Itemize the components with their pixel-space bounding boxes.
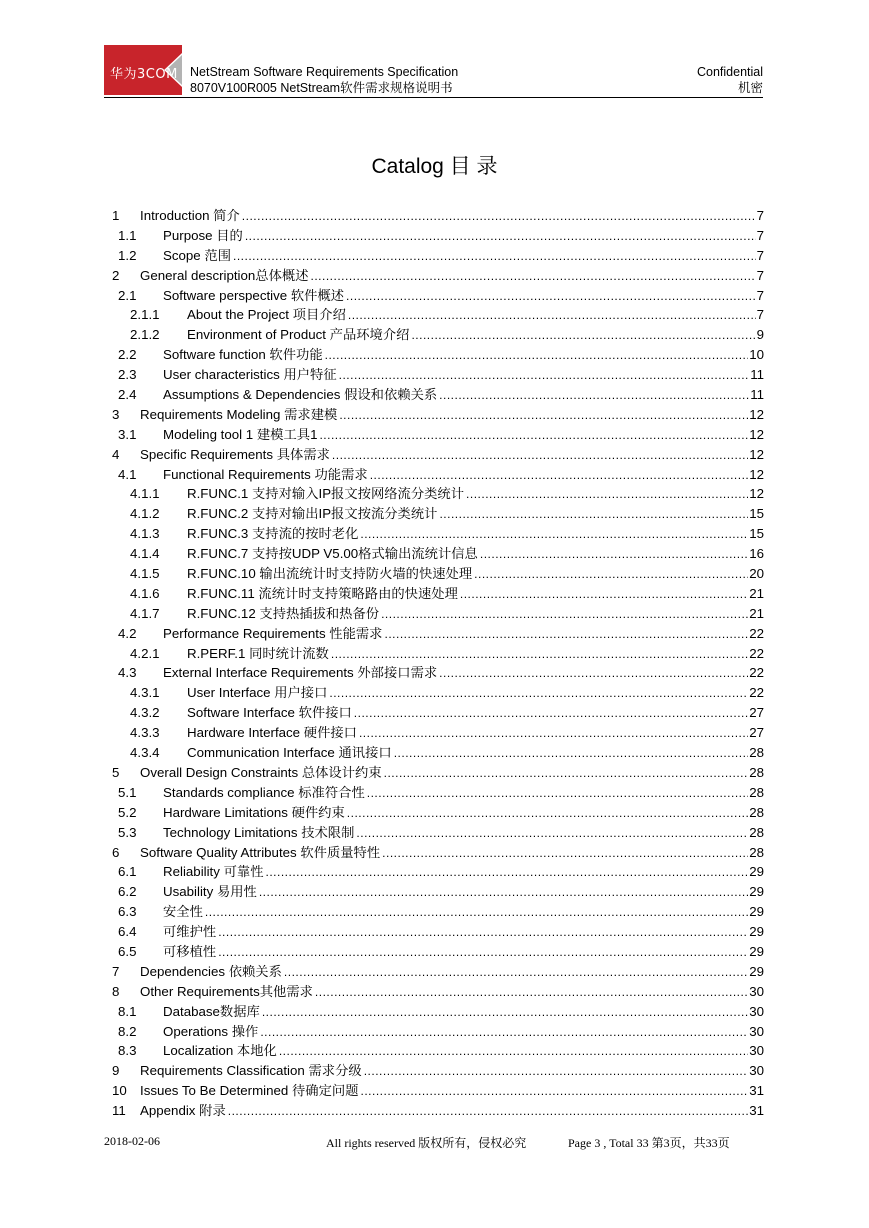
toc-entry-number: 9 — [112, 1063, 120, 1079]
toc-entry-page: 12 — [749, 446, 764, 462]
toc-entry[interactable] — [110, 603, 764, 623]
toc-entry-number: 3.1 — [118, 426, 137, 442]
toc-leader-dots — [360, 527, 748, 541]
toc-leader-dots — [245, 229, 756, 243]
toc-entry-page: 7 — [756, 247, 764, 263]
toc-entry[interactable] — [110, 901, 764, 921]
toc-entry[interactable] — [110, 782, 764, 802]
toc-leader-dots — [356, 826, 748, 840]
toc-entry-title: Appendix 附录 — [140, 1103, 226, 1119]
toc-entry[interactable] — [110, 822, 764, 842]
toc-entry-page: 29 — [749, 864, 764, 880]
toc-entry-title: Database数据库 — [163, 1003, 260, 1019]
toc-leader-dots — [331, 647, 748, 661]
toc-entry-page: 30 — [749, 983, 764, 999]
toc-leader-dots — [319, 428, 748, 442]
toc-entry-page: 28 — [749, 804, 764, 820]
toc-leader-dots — [460, 587, 748, 601]
toc-entry-title: External Interface Requirements 外部接口需求 — [163, 665, 438, 681]
toc-entry[interactable] — [110, 961, 764, 981]
toc-entry-number: 4.3.3 — [130, 725, 160, 741]
toc-entry-page: 29 — [749, 884, 764, 900]
toc-entry-title: Operations 操作 — [163, 1023, 259, 1039]
toc-entry-number: 4 — [112, 446, 120, 462]
table-of-contents — [110, 205, 764, 1120]
toc-entry-title: Modeling tool 1 建模工具1 — [163, 426, 318, 442]
toc-leader-dots — [259, 885, 748, 899]
toc-entry-page: 22 — [749, 645, 764, 661]
toc-leader-dots — [311, 269, 756, 283]
toc-entry-number: 6.4 — [118, 924, 137, 940]
toc-entry[interactable] — [110, 921, 764, 941]
toc-entry[interactable] — [110, 344, 764, 364]
toc-entry-page: 11 — [750, 367, 764, 383]
toc-leader-dots — [361, 1084, 749, 1098]
toc-entry-number: 2.4 — [118, 387, 137, 403]
toc-entry-title: Software Interface 软件接口 — [187, 705, 352, 721]
toc-leader-dots — [325, 348, 749, 362]
toc-entry-title: Specific Requirements 具体需求 — [140, 446, 330, 462]
toc-entry-page: 12 — [749, 426, 764, 442]
toc-entry[interactable] — [110, 444, 764, 464]
toc-leader-dots — [242, 209, 756, 223]
toc-entry-number: 2.1.2 — [130, 327, 160, 343]
toc-entry-number: 6.3 — [118, 904, 137, 920]
toc-entry-page: 11 — [750, 387, 764, 403]
toc-leader-dots — [279, 1044, 748, 1058]
toc-entry-title: Localization 本地化 — [163, 1043, 277, 1059]
toc-entry-page: 28 — [749, 764, 764, 780]
toc-entry[interactable] — [110, 523, 764, 543]
toc-leader-dots — [370, 468, 749, 482]
toc-entry-page: 10 — [749, 347, 764, 363]
toc-entry[interactable] — [110, 981, 764, 1001]
toc-leader-dots — [339, 368, 750, 382]
page-title: Catalog 目 录 — [371, 155, 498, 178]
toc-leader-dots — [466, 487, 748, 501]
toc-entry-number: 4.1.1 — [130, 486, 160, 502]
toc-entry-number: 10 — [112, 1083, 127, 1099]
toc-entry-number: 2.1.1 — [130, 307, 160, 323]
toc-entry-number: 4.1.2 — [130, 506, 160, 522]
header-divider — [104, 97, 763, 98]
toc-leader-dots — [233, 249, 756, 263]
toc-entry-page: 22 — [749, 665, 764, 681]
toc-entry-title: Purpose 目的 — [163, 227, 243, 243]
header-left — [190, 64, 458, 96]
toc-entry-title: R.FUNC.2 支持对输出IP报文按流分类统计 — [187, 506, 438, 522]
toc-entry-number: 2.1 — [118, 287, 137, 303]
toc-entry-page: 28 — [749, 824, 764, 840]
toc-entry-title: User Interface 用户接口 — [187, 685, 328, 701]
toc-entry-number: 2 — [112, 267, 120, 283]
toc-entry-number: 1.2 — [118, 247, 137, 263]
toc-leader-dots — [348, 308, 756, 322]
toc-leader-dots — [205, 905, 748, 919]
toc-entry-title: R.FUNC.3 支持流的按时老化 — [187, 526, 359, 542]
toc-leader-dots — [364, 1064, 749, 1078]
toc-entry-number: 4.2 — [118, 625, 137, 641]
toc-leader-dots — [284, 965, 748, 979]
toc-entry-page: 30 — [749, 1003, 764, 1019]
toc-entry-title: User characteristics 用户特征 — [163, 367, 337, 383]
toc-entry[interactable] — [110, 424, 764, 444]
toc-entry-title: R.FUNC.12 支持热插拔和热备份 — [187, 605, 380, 621]
toc-entry-title: 可维护性 — [163, 924, 217, 940]
toc-entry-number: 6 — [112, 844, 120, 860]
toc-entry-number: 8 — [112, 983, 120, 999]
toc-entry-title: R.FUNC.1 支持对输入IP报文按网络流分类统计 — [187, 486, 465, 502]
toc-leader-dots — [411, 328, 755, 342]
toc-entry-number: 5.3 — [118, 824, 137, 840]
toc-entry-page: 7 — [756, 208, 764, 223]
toc-entry[interactable] — [110, 464, 764, 484]
toc-entry-title: Communication Interface 通讯接口 — [187, 745, 392, 761]
toc-entry-title: Standards compliance 标准符合性 — [163, 784, 365, 800]
toc-entry-page: 15 — [749, 526, 764, 542]
toc-entry[interactable] — [110, 1021, 764, 1041]
toc-entry-page: 7 — [756, 307, 764, 323]
toc-leader-dots — [394, 746, 749, 760]
toc-entry-page: 28 — [749, 745, 764, 761]
toc-entry-page: 12 — [749, 466, 764, 482]
toc-entry-page: 27 — [749, 705, 764, 721]
classification-cn: 机密 — [737, 81, 763, 95]
toc-entry-number: 5.2 — [118, 804, 137, 820]
toc-entry-number: 6.2 — [118, 884, 137, 900]
toc-leader-dots — [218, 945, 748, 959]
toc-entry[interactable] — [110, 682, 764, 702]
toc-entry-page: 31 — [749, 1083, 764, 1099]
toc-entry[interactable] — [110, 205, 764, 225]
toc-entry[interactable] — [110, 881, 764, 901]
toc-entry-number: 2.3 — [118, 367, 137, 383]
toc-entry[interactable] — [110, 1001, 764, 1021]
toc-entry[interactable] — [110, 1060, 764, 1080]
toc-entry-page: 29 — [749, 963, 764, 979]
toc-entry[interactable] — [110, 722, 764, 742]
toc-entry-number: 4.1.7 — [130, 605, 160, 621]
toc-entry-title: R.FUNC.7 支持按UDP V5.00格式输出流统计信息 — [187, 546, 478, 562]
toc-entry-title: R.FUNC.11 流统计时支持策略路由的快速处理 — [187, 585, 458, 601]
toc-entry[interactable] — [110, 742, 764, 762]
toc-entry-page: 29 — [749, 943, 764, 959]
toc-entry-number: 1 — [112, 208, 120, 223]
toc-entry[interactable] — [110, 304, 764, 324]
toc-entry-title: Reliability 可靠性 — [163, 864, 264, 880]
toc-leader-dots — [382, 846, 748, 860]
toc-entry-page: 21 — [749, 605, 764, 621]
classification: Confidential — [696, 65, 763, 79]
toc-entry-title: Performance Requirements 性能需求 — [163, 625, 383, 641]
toc-entry[interactable] — [110, 662, 764, 682]
toc-leader-dots — [359, 726, 748, 740]
toc-entry-title: Requirements Modeling 需求建模 — [140, 406, 338, 422]
toc-entry-title: Other Requirements其他需求 — [140, 983, 313, 999]
toc-entry-number: 5.1 — [118, 784, 137, 800]
toc-entry-number: 8.2 — [118, 1023, 137, 1039]
toc-leader-dots — [332, 448, 748, 462]
toc-entry[interactable] — [110, 503, 764, 523]
toc-entry[interactable] — [110, 563, 764, 583]
toc-entry-title: Usability 易用性 — [163, 884, 257, 900]
toc-leader-dots — [346, 289, 756, 303]
toc-entry-page: 28 — [749, 844, 764, 860]
doc-title: NetStream Software Requirements Specification — [190, 65, 459, 79]
toc-leader-dots — [381, 607, 748, 621]
toc-entry[interactable] — [110, 762, 764, 782]
toc-leader-dots — [315, 985, 748, 999]
toc-entry[interactable] — [110, 245, 764, 265]
toc-entry-title: 安全性 — [163, 904, 203, 920]
toc-entry-title: Dependencies 依赖关系 — [140, 963, 282, 979]
toc-leader-dots — [439, 388, 749, 402]
toc-entry-title: Functional Requirements 功能需求 — [163, 466, 368, 482]
toc-entry-page: 30 — [749, 1043, 764, 1059]
toc-entry-title: Introduction 简介 — [140, 208, 240, 223]
toc-entry-page: 30 — [749, 1023, 764, 1039]
toc-leader-dots — [329, 686, 748, 700]
footer-page-info: Page 3 , Total 33 第3页，共33页 — [568, 1136, 730, 1150]
toc-entry-title: Software function 软件功能 — [163, 347, 323, 363]
toc-entry[interactable] — [110, 225, 764, 245]
toc-leader-dots — [439, 666, 748, 680]
toc-entry-title: Issues To Be Determined 待确定问题 — [140, 1083, 359, 1099]
toc-entry-number: 4.1.6 — [130, 585, 160, 601]
toc-leader-dots — [354, 706, 748, 720]
toc-entry[interactable] — [110, 802, 764, 822]
toc-entry-title: General description总体概述 — [140, 267, 309, 283]
toc-leader-dots — [228, 1104, 748, 1118]
toc-entry[interactable] — [110, 702, 764, 722]
footer-date: 2018-02-06 — [104, 1134, 160, 1148]
toc-entry[interactable] — [110, 583, 764, 603]
toc-entry-number: 1.1 — [118, 227, 137, 243]
toc-leader-dots — [439, 507, 748, 521]
toc-entry-number: 4.3.4 — [130, 745, 160, 761]
toc-entry[interactable] — [110, 404, 764, 424]
toc-entry-title: Hardware Interface 硬件接口 — [187, 725, 357, 741]
toc-entry-page: 27 — [749, 725, 764, 741]
toc-entry-title: Technology Limitations 技术限制 — [163, 824, 355, 840]
toc-entry-page: 15 — [749, 506, 764, 522]
toc-leader-dots — [260, 1025, 748, 1039]
toc-entry-number: 7 — [112, 963, 120, 979]
toc-entry[interactable] — [110, 1040, 764, 1060]
header-right — [697, 64, 763, 96]
toc-entry-page: 29 — [749, 904, 764, 920]
toc-entry-title: R.FUNC.10 输出流统计时支持防火墙的快速处理 — [187, 566, 473, 582]
logo-text: 华为3COM — [110, 67, 178, 82]
toc-entry-page: 28 — [749, 784, 764, 800]
toc-entry-page: 20 — [749, 566, 764, 582]
toc-entry[interactable] — [110, 324, 764, 344]
toc-leader-dots — [474, 567, 748, 581]
toc-entry[interactable] — [110, 861, 764, 881]
toc-entry[interactable] — [110, 265, 764, 285]
toc-leader-dots — [262, 1005, 748, 1019]
toc-entry-number: 4.3.1 — [130, 685, 160, 701]
toc-entry-title: Software perspective 软件概述 — [163, 287, 345, 303]
toc-entry-title: 可移植性 — [163, 943, 217, 959]
toc-entry-title: Requirements Classification 需求分级 — [140, 1063, 362, 1079]
toc-entry[interactable] — [110, 623, 764, 643]
toc-entry-number: 4.1 — [118, 466, 137, 482]
toc-entry-number: 4.1.3 — [130, 526, 160, 542]
toc-entry[interactable] — [110, 643, 764, 663]
toc-entry-number: 4.1.4 — [130, 546, 160, 562]
footer-rights: All rights reserved 版权所有，侵权必究 — [326, 1136, 527, 1150]
toc-leader-dots — [339, 408, 748, 422]
toc-leader-dots — [480, 547, 748, 561]
toc-entry[interactable] — [110, 1080, 764, 1100]
toc-entry-page: 16 — [749, 546, 764, 562]
toc-entry-number: 6.5 — [118, 943, 137, 959]
toc-entry-page: 7 — [756, 227, 764, 243]
toc-entry-title: Overall Design Constraints 总体设计约束 — [140, 764, 382, 780]
toc-entry[interactable] — [110, 483, 764, 503]
toc-entry-page: 31 — [749, 1103, 764, 1119]
toc-entry-title: Environment of Product 产品环境介绍 — [187, 327, 410, 343]
toc-entry-page: 12 — [749, 406, 764, 422]
toc-entry-number: 4.3.2 — [130, 705, 160, 721]
toc-entry[interactable] — [110, 285, 764, 305]
toc-leader-dots — [367, 786, 748, 800]
toc-entry[interactable] — [110, 842, 764, 862]
toc-entry-number: 3 — [112, 406, 120, 422]
toc-entry[interactable] — [110, 543, 764, 563]
toc-entry[interactable] — [110, 364, 764, 384]
toc-entry-page: 7 — [756, 287, 764, 303]
toc-entry-number: 4.3 — [118, 665, 137, 681]
doc-subtitle: 8070V100R005 NetStream软件需求规格说明书 — [190, 81, 453, 95]
toc-leader-dots — [218, 925, 748, 939]
toc-entry-number: 2.2 — [118, 347, 137, 363]
toc-entry[interactable] — [110, 941, 764, 961]
toc-entry-title: About the Project 项目介绍 — [187, 307, 346, 323]
toc-entry-number: 6.1 — [118, 864, 137, 880]
toc-entry-page: 7 — [756, 267, 764, 283]
toc-entry-page: 9 — [756, 327, 764, 343]
toc-entry-page: 29 — [749, 924, 764, 940]
toc-entry-number: 4.2.1 — [130, 645, 160, 661]
toc-entry-page: 12 — [749, 486, 764, 502]
toc-entry-page: 22 — [749, 685, 764, 701]
toc-entry-title: Software Quality Attributes 软件质量特性 — [140, 844, 381, 860]
toc-entry[interactable] — [110, 1100, 764, 1120]
toc-entry-page: 22 — [749, 625, 764, 641]
toc-entry-title: R.PERF.1 同时统计流数 — [187, 645, 329, 661]
toc-entry-number: 11 — [112, 1103, 126, 1119]
toc-entry-number: 5 — [112, 764, 120, 780]
toc-entry-title: Scope 范围 — [163, 247, 231, 263]
toc-entry[interactable] — [110, 384, 764, 404]
toc-leader-dots — [384, 627, 748, 641]
toc-entry-number: 8.3 — [118, 1043, 137, 1059]
toc-entry-number: 8.1 — [118, 1003, 137, 1019]
toc-leader-dots — [266, 865, 749, 879]
toc-leader-dots — [384, 766, 749, 780]
toc-entry-page: 21 — [749, 585, 764, 601]
toc-entry-title: Hardware Limitations 硬件约束 — [163, 804, 345, 820]
toc-entry-page: 30 — [749, 1063, 764, 1079]
toc-entry-number: 4.1.5 — [130, 566, 160, 582]
toc-entry-title: Assumptions & Dependencies 假设和依赖关系 — [163, 387, 438, 403]
toc-leader-dots — [347, 806, 748, 820]
